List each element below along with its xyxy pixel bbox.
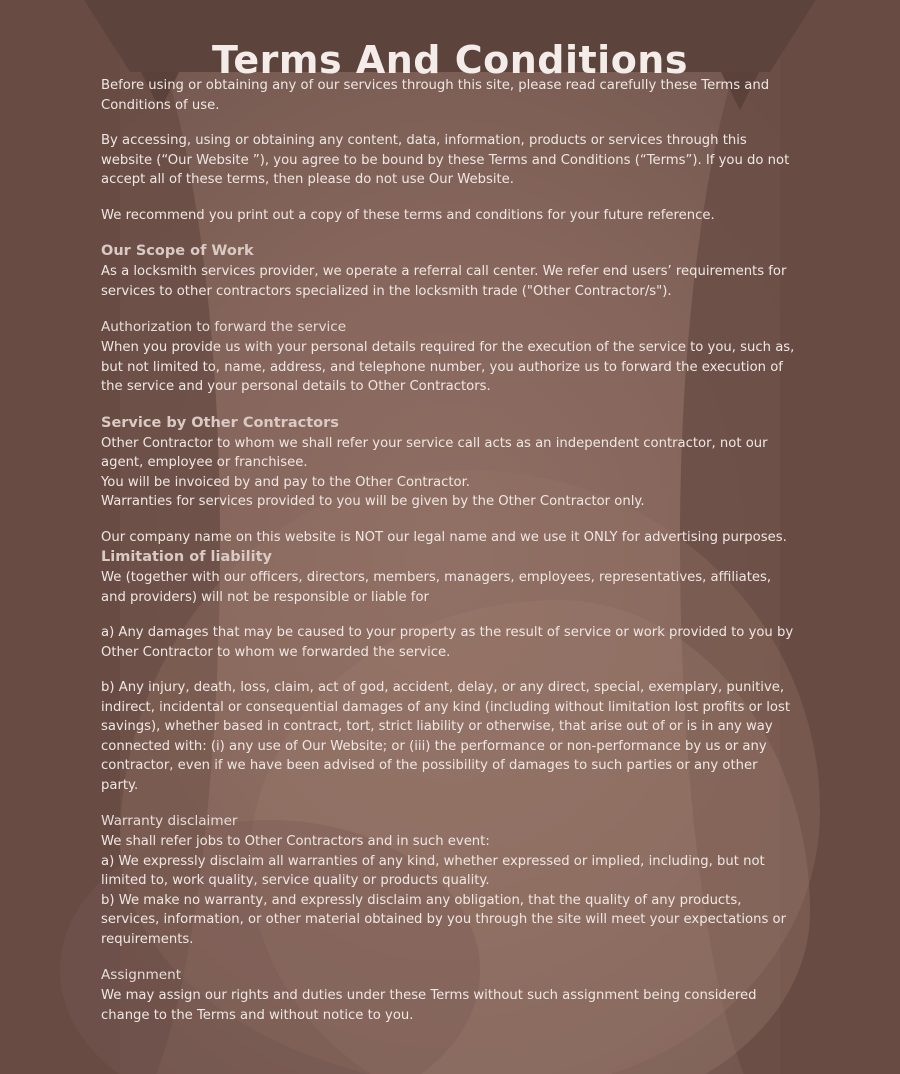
intro-text: By accessing, using or obtaining any content, data, information, products or services through this website (“Our Website ”), you agree to be bound by these Terms and Conditions (“Terms”). If you do not accept all of these terms, then please do not use Our Website. [101,133,790,187]
section-paragraph: Warranties for services provided to you will be given by the Other Contractor only. [101,494,645,509]
section-paragraph: Our company name on this website is NOT our legal name and we use it ONLY for advertising purposes. [101,529,787,545]
section-paragraph: We shall refer jobs to Other Contractors and in such event: [101,834,490,849]
section-company-name-notice [101,528,795,548]
section-heading: Service by Other Contractors [101,414,339,431]
section-paragraph: Other Contractor to whom we shall refer your service call acts as an independent contractor, not our agent, employee or franchisee. [101,435,768,470]
section-paragraph: a) We expressly disclaim all warranties of any kind, whether expressed or implied, including, but not limited to, work quality, service quality or products quality. [101,853,765,888]
section-limitation-of-liability [101,547,795,607]
section-authorization-to-forward [101,317,795,397]
intro-paragraph [101,206,795,226]
section-heading: Limitation of liability [101,549,272,565]
section-subheading: Authorization to forward the service [101,319,347,335]
intro-text: Before using or obtaining any of our services through this site, please read carefully these Terms and Conditions of use. [101,78,770,113]
section-paragraph: We may assign our rights and duties under these Terms without such assignment being considered change to the Terms and without notice to you. [101,988,757,1023]
document-body [101,76,795,1041]
section-paragraph: You will be invoiced by and pay to the Other Contractor. [101,474,470,490]
section-paragraph: When you provide us with your personal details required for the execution of the service to you, such as, but not limited to, name, address, and telephone number, you authorize us to forward the execution of the service and your personal details to Other Contractors. [101,340,795,394]
intro-text: We recommend you print out a copy of these terms and conditions for your future reference. [101,207,715,223]
section-paragraph: b) Any injury, death, loss, claim, act of god, accident, delay, or any direct, special, exemplary, punitive, indirect, incidental or consequential damages of any kind (including without limitation lost profits or lost savings), whether based in contract, tort, strict liability or otherwise, that arise out of or is in any way connected with: (i) any use of Our Website; or (iii) the performance or non-performance by us or any contractor, even if we have been advised of the possibility of damages to such parties or any other party. [101,680,791,793]
section-service-by-other-contractors [101,413,795,512]
section-liability-item-a [101,623,795,662]
page-title: Terms And Conditions [212,38,688,83]
section-warranty-disclaimer [101,811,795,949]
section-paragraph: As a locksmith services provider, we operate a referral call center. We refer end users’ requirements for services to other contractors specialized in the locksmith trade ("Other Contractor/s"). [101,264,787,299]
section-scope-of-work [101,241,795,301]
section-heading: Our Scope of Work [101,243,254,259]
section-subheading: Assignment [101,967,182,983]
section-subheading: Warranty disclaimer [101,813,238,829]
section-paragraph: We (together with our officers, directors, members, managers, employees, representatives, affiliates, and providers) will not be responsible or liable for [101,570,772,605]
section-liability-item-b [101,678,795,795]
section-paragraph: a) Any damages that may be caused to your property as the result of service or work provided to you by Other Contractor to whom we forwarded the service. [101,625,794,660]
section-assignment [101,965,795,1025]
section-paragraph: b) We make no warranty, and expressly disclaim any obligation, that the quality of any products, services, information, or other material obtained by you through the site will meet your expectations or requirements. [101,892,786,947]
intro-paragraph [101,131,795,190]
